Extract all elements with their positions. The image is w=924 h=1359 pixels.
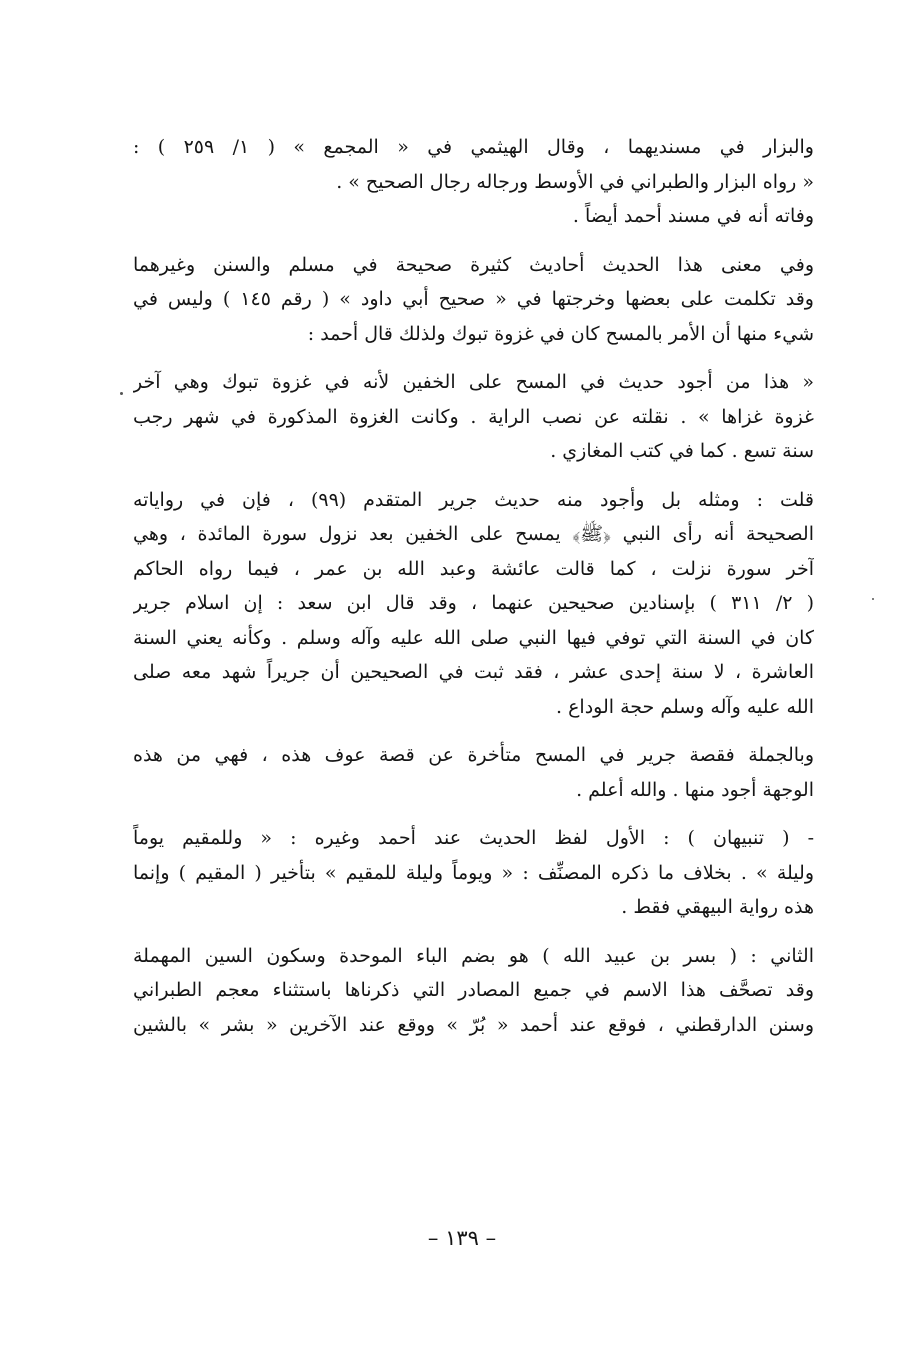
paragraph-gap (133, 234, 814, 248)
paragraph-gap (133, 351, 814, 365)
text-line: آخر سورة نزلت ، كما قالت عائشة وعبد الله بن عمر ، فيما رواه الحاكم (133, 557, 814, 580)
text-line: ( ٢/ ٣١١ ) بإسنادين صحيحين عنهما ، وقد قال ابن سعد : إن اسلام جرير (133, 592, 814, 614)
scan-speck (872, 598, 874, 600)
text-line: والبزار في مسنديهما ، وقال الهيثمي في « المجمع » ( ١/ ٢٥٩ ) : (133, 136, 814, 158)
paragraph (133, 365, 814, 469)
text-line: وبالجملة فقصة جرير في المسح متأخرة عن قصة عوف هذه ، فهي من هذه (133, 744, 814, 766)
paragraph (133, 939, 814, 1043)
paragraph (133, 130, 814, 234)
text-line: وليلة » . بخلاف ما ذكره المصنِّف : « ويوماً وليلة للمقيم » بتأخير ( المقيم ) وإنما (133, 861, 814, 884)
text-line: قلت : ومثله بل وأجود منه حديث جرير المتقدم (٩٩) ، فإن في رواياته (133, 488, 814, 511)
text-line: وفاته أنه في مسند أحمد أيضاً . (572, 205, 814, 227)
paragraph (133, 738, 814, 807)
text-line: الصحيحة أنه رأى النبي ﴿ﷺ﴾ يمسح على الخفين بعد نزول سورة المائدة ، وهي (133, 523, 814, 545)
paragraph-gap (133, 807, 814, 821)
text-line: وسنن الدارقطني ، فوقع عند أحمد « بُرّ » ووقع عند الآخرين « بشر » بالشين (133, 1013, 814, 1036)
page-body-text (133, 130, 814, 1042)
paragraph-gap (133, 469, 814, 483)
text-line: غزوة غزاها » . نقلته عن نصب الراية . وكانت الغزوة المذكورة في شهر رجب (133, 405, 814, 428)
paragraph-gap (133, 724, 814, 738)
text-line: « هذا من أجود حديث في المسح على الخفين لأنه في غزوة تبوك وهي آخر (133, 371, 814, 393)
text-line: الثاني : ( بسر بن عبيد الله ) هو بضم الباء الموحدة وسكون السين المهملة (133, 944, 814, 967)
text-line: - ( تنبيهان ) : الأول لفظ الحديث عند أحمد وغيره : « وللمقيم يوماً (133, 827, 814, 849)
text-line: وفي معنى هذا الحديث أحاديث كثيرة صحيحة في مسلم والسنن وغيرهما (133, 253, 814, 276)
text-line: الوجهة أجود منها . والله أعلم . (576, 778, 814, 801)
text-line: شيء منها أن الأمر بالمسح كان في غزوة تبوك ولذلك قال أحمد : (307, 322, 814, 345)
paragraph-gap (133, 925, 814, 939)
scan-speck (120, 392, 123, 395)
text-line: هذه رواية البيهقي فقط . (621, 896, 814, 918)
paragraph (133, 483, 814, 725)
text-line: وقد تصحَّف هذا الاسم في جميع المصادر التي ذكرناها باستثناء معجم الطبراني (133, 979, 814, 1001)
text-line: كان في السنة التي توفي فيها النبي صلى الله عليه وآله وسلم . وكأنه يعني السنة (133, 626, 814, 649)
text-line: الله عليه وآله وسلم حجة الوداع . (556, 695, 814, 718)
page-number: – ١٣٩ – (427, 1226, 497, 1250)
text-line: وقد تكلمت على بعضها وخرجتها في « صحيح أبي داود » ( رقم ١٤٥ ) وليس في (133, 288, 814, 310)
text-line: « رواه البزار والطبراني في الأوسط ورجاله رجال الصحيح » . (336, 170, 814, 193)
paragraph (133, 248, 814, 352)
paragraph (133, 821, 814, 925)
text-line: سنة تسع . كما في كتب المغازي . (550, 440, 814, 462)
text-line: العاشرة ، لا سنة إحدى عشر ، فقد ثبت في الصحيحين أن جريراً شهد معه صلى (133, 661, 814, 683)
